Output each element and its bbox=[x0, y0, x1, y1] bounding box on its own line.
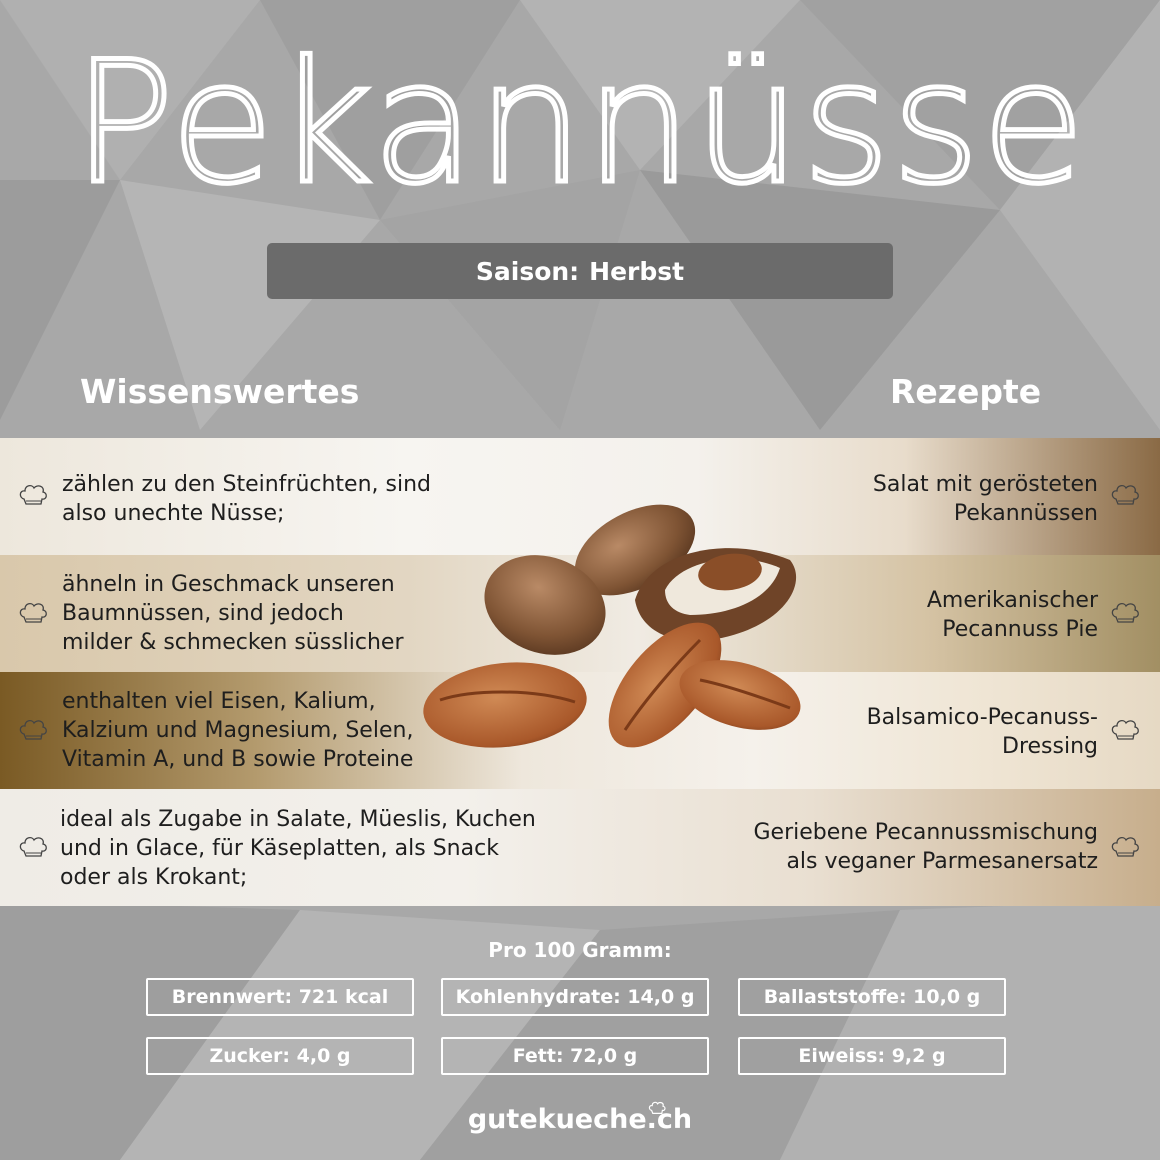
fact-line: Vitamin A, und B sowie Proteine bbox=[62, 747, 414, 772]
season-bar bbox=[267, 243, 893, 299]
recipe-item-1 bbox=[873, 470, 1098, 528]
recipe-line: Geriebene Pecannussmischung bbox=[753, 820, 1098, 845]
chef-hat-icon bbox=[648, 1100, 666, 1116]
recipe-line: Dressing bbox=[1002, 734, 1098, 759]
recipe-line: Pekannüssen bbox=[953, 501, 1098, 526]
recipe-line: Amerikanischer bbox=[926, 588, 1098, 613]
chef-hat-icon bbox=[18, 600, 48, 626]
nutrition-label: Pro 100 Gramm: bbox=[488, 938, 672, 962]
recipe-line: Balsamico-Pecanuss- bbox=[866, 705, 1098, 730]
season-value: Herbst bbox=[589, 256, 685, 286]
nutrition-box: Brennwert: 721 kcal bbox=[146, 978, 414, 1016]
fact-line: also unechte Nüsse; bbox=[62, 501, 285, 526]
fact-line: ideal als Zugabe in Salate, Müeslis, Kuchen bbox=[60, 807, 536, 832]
nutrition-box: Eiweiss: 9,2 g bbox=[738, 1037, 1006, 1075]
recipe-line: als veganer Parmesanersatz bbox=[786, 849, 1098, 874]
fact-line: Baumnüssen, sind jedoch bbox=[62, 601, 344, 626]
fact-item-4 bbox=[60, 805, 536, 892]
chef-hat-icon bbox=[18, 834, 48, 860]
nutrition-box: Zucker: 4,0 g bbox=[146, 1037, 414, 1075]
chef-hat-icon bbox=[1110, 600, 1140, 626]
chef-hat-icon bbox=[1110, 717, 1140, 743]
chef-hat-icon bbox=[1110, 834, 1140, 860]
recipe-line: Pecannuss Pie bbox=[942, 617, 1098, 642]
fact-line: und in Glace, für Käseplatten, als Snack bbox=[60, 836, 499, 861]
fact-line: milder & schmecken süsslicher bbox=[62, 630, 404, 655]
brand-logo-text: gutekueche.ch bbox=[467, 1104, 693, 1135]
fact-line: Kalzium und Magnesium, Selen, bbox=[62, 718, 414, 743]
page-title: Pekannüsse bbox=[73, 25, 1087, 221]
pecan-nuts-image bbox=[410, 490, 810, 780]
recipe-line: Salat mit gerösteten bbox=[872, 472, 1098, 497]
recipes-heading: Rezepte bbox=[890, 372, 1042, 411]
fact-line: zählen zu den Steinfrüchten, sind bbox=[62, 472, 432, 497]
recipe-item-3 bbox=[867, 703, 1098, 761]
nutrition-box: Fett: 72,0 g bbox=[441, 1037, 709, 1075]
recipe-item-2 bbox=[927, 586, 1098, 644]
fact-item-3 bbox=[62, 687, 413, 774]
chef-hat-icon bbox=[18, 717, 48, 743]
nutrition-box: Kohlenhydrate: 14,0 g bbox=[441, 978, 709, 1016]
fact-item-2 bbox=[62, 570, 404, 657]
fact-line: oder als Krokant; bbox=[60, 865, 248, 890]
chef-hat-icon bbox=[1110, 482, 1140, 508]
chef-hat-icon bbox=[18, 482, 48, 508]
recipe-item-4 bbox=[754, 818, 1099, 876]
facts-heading: Wissenswertes bbox=[80, 372, 360, 411]
fact-item-1 bbox=[62, 470, 431, 528]
nutrition-box: Ballaststoffe: 10,0 g bbox=[738, 978, 1006, 1016]
season-label: Saison: bbox=[475, 256, 580, 286]
fact-line: enthalten viel Eisen, Kalium, bbox=[62, 689, 376, 714]
fact-line: ähneln in Geschmack unseren bbox=[62, 572, 395, 597]
